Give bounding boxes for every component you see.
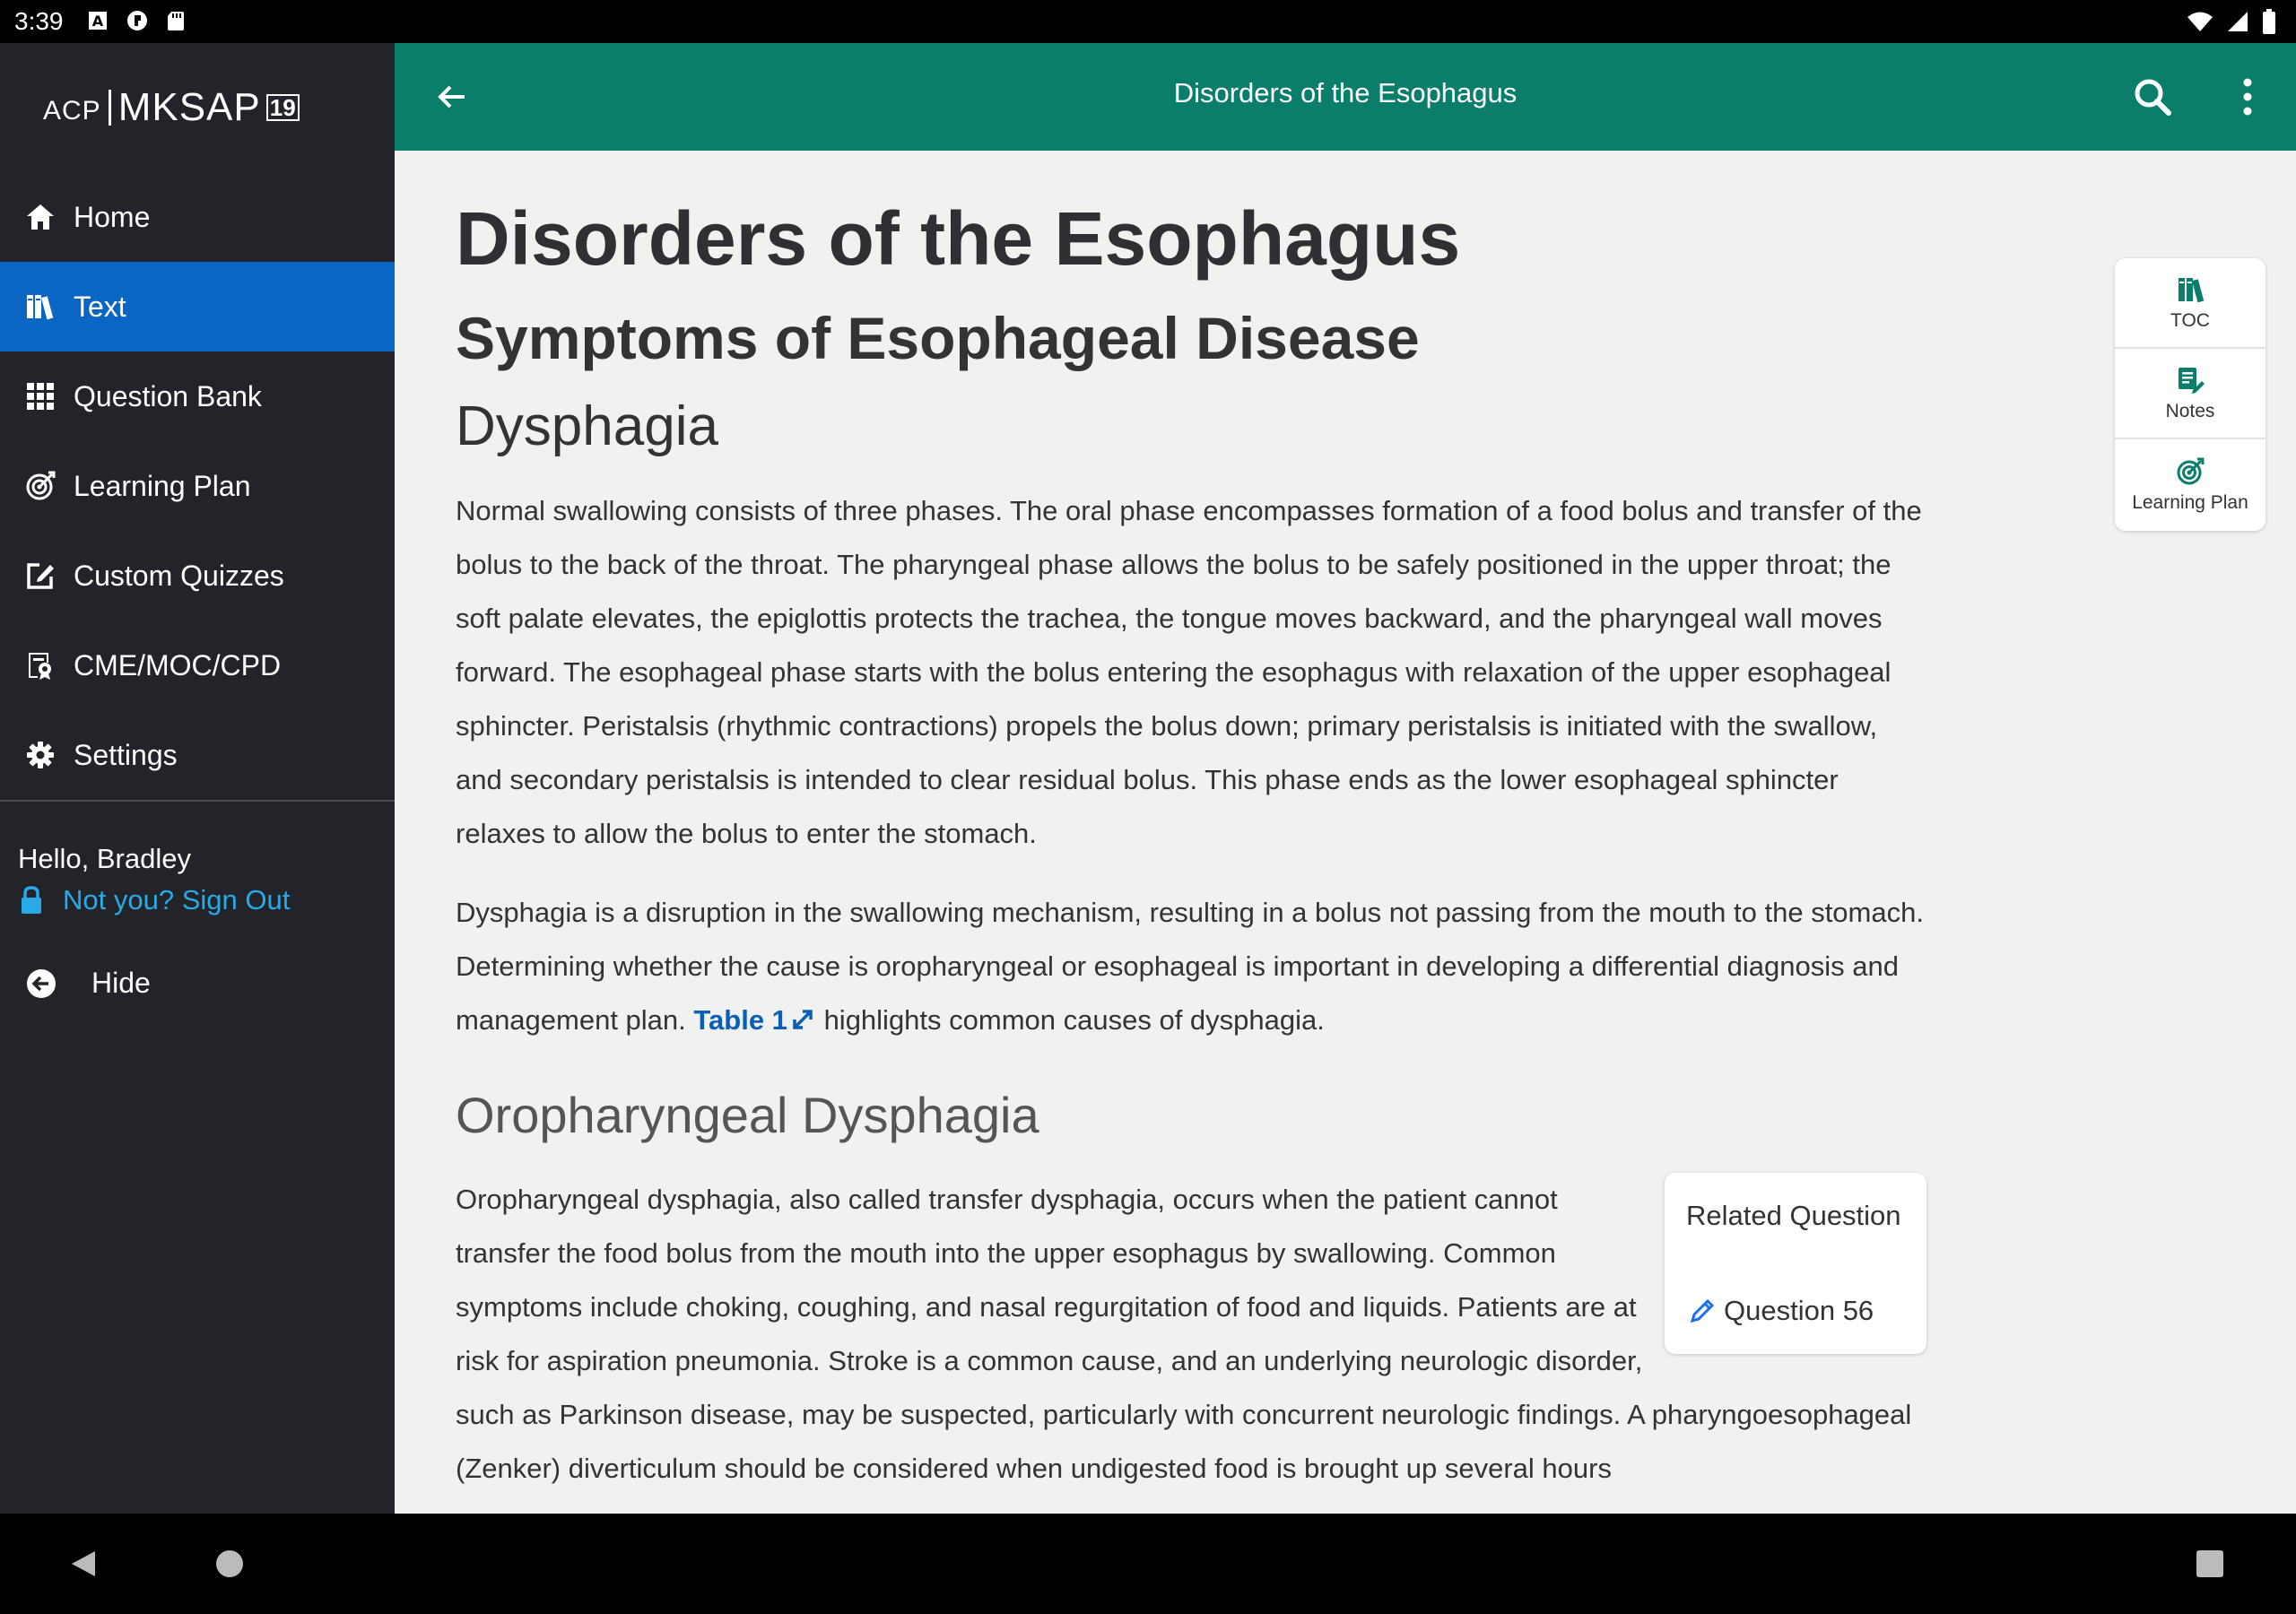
gear-icon: [25, 740, 56, 770]
pencil-icon: [1688, 1297, 1717, 1325]
nav-home-icon[interactable]: [213, 1548, 246, 1580]
nav-recents-icon[interactable]: [2194, 1548, 2226, 1580]
svg-text:A: A: [91, 13, 104, 30]
paragraph: Oropharyngeal dysphagia, also called transfer dysphagia, occurs when the patient cannot transfer the food bolus from the mouth into the upper esophagus by swallowing. Common symptoms include choking, coughing, and nasal regurgitation of food and liquids. Patients are at risk for aspiration pneumonia. Stroke is a common cause, and an underlying neurologic disorder, such as Parkinson disease, may be suspected, particularly with concurrent neurologic findings. A pharyngoesophageal (Zenker) diverticulum should be considered when undigested food is brought up several hours: [456, 1184, 1912, 1484]
sidebar-item-question-bank[interactable]: [0, 351, 395, 441]
app-header: [395, 43, 2296, 151]
status-right-icons: [2187, 9, 2276, 34]
hide-label: Hide: [91, 967, 151, 999]
app-logo: [43, 86, 300, 129]
notes-icon: [2175, 365, 2205, 395]
lock-icon: [18, 885, 45, 915]
sd-card-icon: [165, 9, 188, 32]
header-title: Disorders of the Esophagus: [1173, 77, 1518, 108]
sidebar-item-text[interactable]: [0, 262, 395, 351]
logo-mksap: MKSAP: [117, 85, 261, 129]
toolbar-label: Learning Plan: [2132, 491, 2248, 513]
paragraph: Normal swallowing consists of three phases. The oral phase encompasses formation of a food bolus and transfer of the bolus to the back of the throat. The pharyngeal phase allows the bolus to be safely positioned in the upper throat; the soft palate elevates, the epiglottis protects the trachea, the tongue moves backward, and the pharyngeal wall moves forward. The esophageal phase starts with the bolus entering the esophagus with relaxation of the upper esophageal sphincter. Peristalsis (rhythmic contractions) propels the bolus down; primary peristalsis is initiated with the swallow, and secondary peristalsis is intended to clear residual bolus. This phase ends as the lower esophageal sphincter relaxes to allow the bolus to enter the stomach.: [456, 495, 1922, 849]
sign-out-label: Not you? Sign Out: [63, 884, 291, 915]
related-question-title: Related Question: [1686, 1200, 1901, 1231]
sidebar-item-custom-quizzes[interactable]: [0, 531, 395, 620]
sidebar-nav: [0, 172, 395, 800]
toolbar-label: TOC: [2170, 309, 2210, 331]
certificate-icon: [25, 650, 56, 681]
sidebar-divider: [0, 800, 395, 802]
signal-icon: [2226, 10, 2249, 33]
a-icon: [86, 9, 109, 32]
subsection-title: Oropharyngeal Dysphagia: [456, 1087, 1039, 1143]
paragraph-text: Dysphagia is a disruption in the swallowing mechanism, resulting in a bolus not passing from the mouth to the stomach. Determining whether the cause is oropharyngeal or esophageal is important in developing a differential diagnosis and management plan.: [456, 897, 1924, 1036]
paragraph: [456, 886, 1926, 1047]
toolbar-toc-button[interactable]: [2115, 258, 2266, 349]
sidebar-item-label: Home: [74, 200, 151, 233]
status-bar: [0, 0, 2296, 43]
more-options-icon[interactable]: [2237, 75, 2258, 118]
notification-icon: [126, 9, 149, 32]
logo-divider: [109, 90, 111, 126]
subsection-title: Dysphagia: [456, 395, 718, 457]
section-title: Symptoms of Esophageal Disease: [456, 305, 1420, 371]
sidebar-item-label: CME/MOC/CPD: [74, 648, 282, 681]
status-left-icons: [86, 9, 188, 32]
system-nav-bar: [0, 1514, 2296, 1614]
status-time: 3:39: [14, 7, 64, 35]
target-icon: [25, 471, 56, 501]
target-icon: [2175, 456, 2205, 487]
logo-acp: ACP: [43, 96, 101, 126]
hide-sidebar-button[interactable]: [25, 967, 151, 1000]
sidebar-item-label: Custom Quizzes: [74, 559, 284, 592]
expand-icon: [789, 1006, 816, 1033]
article: [456, 194, 1926, 1496]
arrow-left-circle-icon: [25, 968, 57, 1000]
content-area[interactable]: [395, 151, 2296, 1514]
toolbar-label: Notes: [2165, 400, 2215, 421]
toolbar-notes-button[interactable]: [2115, 349, 2266, 439]
side-toolbar: [2115, 258, 2266, 531]
table-link-label: Table 1: [693, 1004, 787, 1036]
battery-icon: [2262, 9, 2276, 34]
grid-icon: [25, 381, 56, 412]
books-icon: [2175, 274, 2205, 305]
sidebar-item-learning-plan[interactable]: [0, 441, 395, 531]
paragraph-text: highlights common causes of dysphagia.: [823, 1004, 1325, 1036]
related-question-card: [1665, 1173, 1926, 1354]
related-question-link[interactable]: [1688, 1295, 1874, 1327]
sidebar-item-settings[interactable]: [0, 710, 395, 800]
sidebar-item-cme[interactable]: [0, 620, 395, 710]
page-title: Disorders of the Esophagus: [456, 196, 1461, 281]
sign-out-link[interactable]: [18, 884, 290, 916]
wifi-icon: [2187, 10, 2213, 33]
toolbar-learning-plan-button[interactable]: [2115, 439, 2266, 530]
home-icon: [25, 202, 56, 232]
logo-edition: 19: [266, 94, 300, 121]
sidebar-item-home[interactable]: [0, 172, 395, 262]
edit-icon: [25, 560, 56, 591]
sidebar-item-label: Learning Plan: [74, 469, 251, 502]
related-question-label: Question 56: [1724, 1295, 1874, 1326]
sidebar: [0, 43, 395, 1514]
books-icon: [25, 291, 56, 322]
search-icon[interactable]: [2131, 75, 2174, 118]
sidebar-item-label: Text: [74, 290, 126, 323]
sidebar-item-label: Question Bank: [74, 379, 262, 412]
nav-back-icon[interactable]: [68, 1548, 100, 1580]
table-1-link[interactable]: [693, 1004, 816, 1036]
sidebar-item-label: Settings: [74, 738, 178, 771]
user-greeting: Hello, Bradley: [18, 843, 191, 874]
